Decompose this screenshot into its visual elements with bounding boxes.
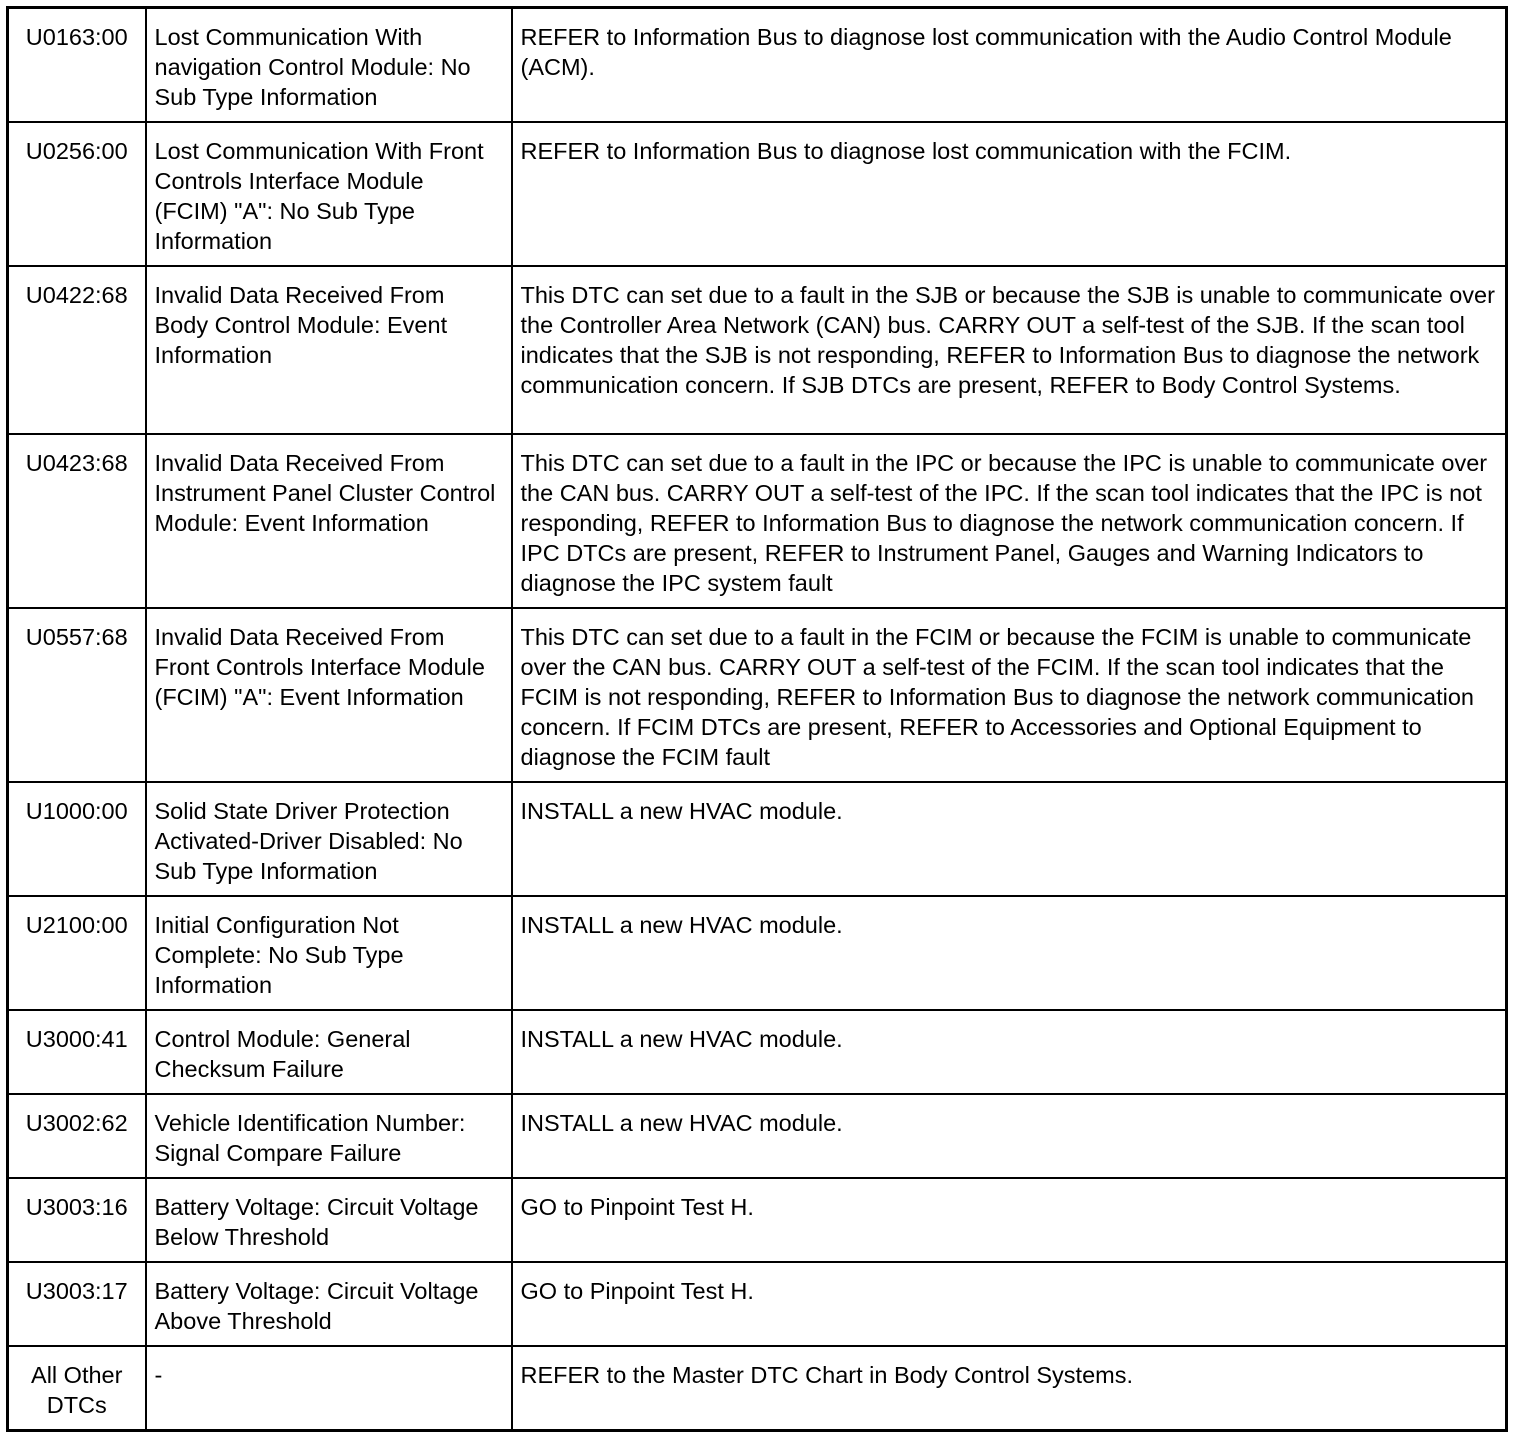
- dtc-description-cell: Control Module: General Checksum Failure: [146, 1010, 512, 1094]
- dtc-action-cell: REFER to Information Bus to diagnose lost communication with the Audio Control Module (ACM).: [512, 8, 1507, 123]
- dtc-description-cell: Battery Voltage: Circuit Voltage Below Threshold: [146, 1178, 512, 1262]
- dtc-description-cell: Solid State Driver Protection Activated-Driver Disabled: No Sub Type Information: [146, 782, 512, 896]
- dtc-description-cell: Battery Voltage: Circuit Voltage Above Threshold: [146, 1262, 512, 1346]
- table-row: [8, 1262, 1507, 1346]
- dtc-description-cell: Lost Communication With Front Controls Interface Module (FCIM) "A": No Sub Type Information: [146, 122, 512, 266]
- dtc-code-cell: U3002:62: [8, 1094, 146, 1178]
- dtc-description-cell: Initial Configuration Not Complete: No Sub Type Information: [146, 896, 512, 1010]
- table-row: [8, 1346, 1507, 1431]
- dtc-action-cell: This DTC can set due to a fault in the SJB or because the SJB is unable to communicate over the Controller Area Network (CAN) bus. CARRY OUT a self-test of the SJB. If the scan tool indicates that the SJB is not responding, REFER to Information Bus to diagnose the network communication concern. If SJB DTCs are present, REFER to Body Control Systems.: [512, 266, 1507, 434]
- dtc-table: [6, 6, 1508, 1432]
- table-row: [8, 122, 1507, 266]
- dtc-description-cell: Invalid Data Received From Instrument Panel Cluster Control Module: Event Information: [146, 434, 512, 608]
- dtc-description-cell: Invalid Data Received From Body Control Module: Event Information: [146, 266, 512, 434]
- dtc-action-cell: REFER to Information Bus to diagnose lost communication with the FCIM.: [512, 122, 1507, 266]
- table-row: [8, 1178, 1507, 1262]
- dtc-action-cell: INSTALL a new HVAC module.: [512, 1010, 1507, 1094]
- dtc-code-cell: U3000:41: [8, 1010, 146, 1094]
- dtc-code-cell: All Other DTCs: [8, 1346, 146, 1431]
- dtc-description-cell: Lost Communication With navigation Control Module: No Sub Type Information: [146, 8, 512, 123]
- dtc-description-cell: Invalid Data Received From Front Controls Interface Module (FCIM) "A": Event Information: [146, 608, 512, 782]
- table-row: [8, 896, 1507, 1010]
- dtc-action-cell: GO to Pinpoint Test H.: [512, 1178, 1507, 1262]
- dtc-code-cell: U3003:17: [8, 1262, 146, 1346]
- table-row: [8, 266, 1507, 434]
- dtc-description-cell: Vehicle Identification Number: Signal Compare Failure: [146, 1094, 512, 1178]
- dtc-code-cell: U0423:68: [8, 434, 146, 608]
- dtc-code-cell: U0422:68: [8, 266, 146, 434]
- dtc-code-cell: U0256:00: [8, 122, 146, 266]
- table-row: [8, 8, 1507, 123]
- dtc-action-cell: INSTALL a new HVAC module.: [512, 1094, 1507, 1178]
- table-row: [8, 1094, 1507, 1178]
- dtc-action-cell: This DTC can set due to a fault in the IPC or because the IPC is unable to communicate over the CAN bus. CARRY OUT a self-test of the IPC. If the scan tool indicates that the IPC is not responding, REFER to Information Bus to diagnose the network communication concern. If IPC DTCs are present, REFER to Instrument Panel, Gauges and Warning Indicators to diagnose the IPC system fault: [512, 434, 1507, 608]
- dtc-code-cell: U3003:16: [8, 1178, 146, 1262]
- dtc-action-cell: REFER to the Master DTC Chart in Body Control Systems.: [512, 1346, 1507, 1431]
- table-row: [8, 434, 1507, 608]
- dtc-code-cell: U0163:00: [8, 8, 146, 123]
- dtc-action-cell: INSTALL a new HVAC module.: [512, 782, 1507, 896]
- dtc-action-cell: GO to Pinpoint Test H.: [512, 1262, 1507, 1346]
- dtc-code-cell: U0557:68: [8, 608, 146, 782]
- table-row: [8, 608, 1507, 782]
- table-row: [8, 782, 1507, 896]
- dtc-action-cell: This DTC can set due to a fault in the FCIM or because the FCIM is unable to communicate over the CAN bus. CARRY OUT a self-test of the FCIM. If the scan tool indicates that the FCIM is not responding, REFER to Information Bus to diagnose the network communication concern. If FCIM DTCs are present, REFER to Accessories and Optional Equipment to diagnose the FCIM fault: [512, 608, 1507, 782]
- dtc-code-cell: U2100:00: [8, 896, 146, 1010]
- dtc-action-cell: INSTALL a new HVAC module.: [512, 896, 1507, 1010]
- dtc-description-cell: -: [146, 1346, 512, 1431]
- dtc-code-cell: U1000:00: [8, 782, 146, 896]
- table-row: [8, 1010, 1507, 1094]
